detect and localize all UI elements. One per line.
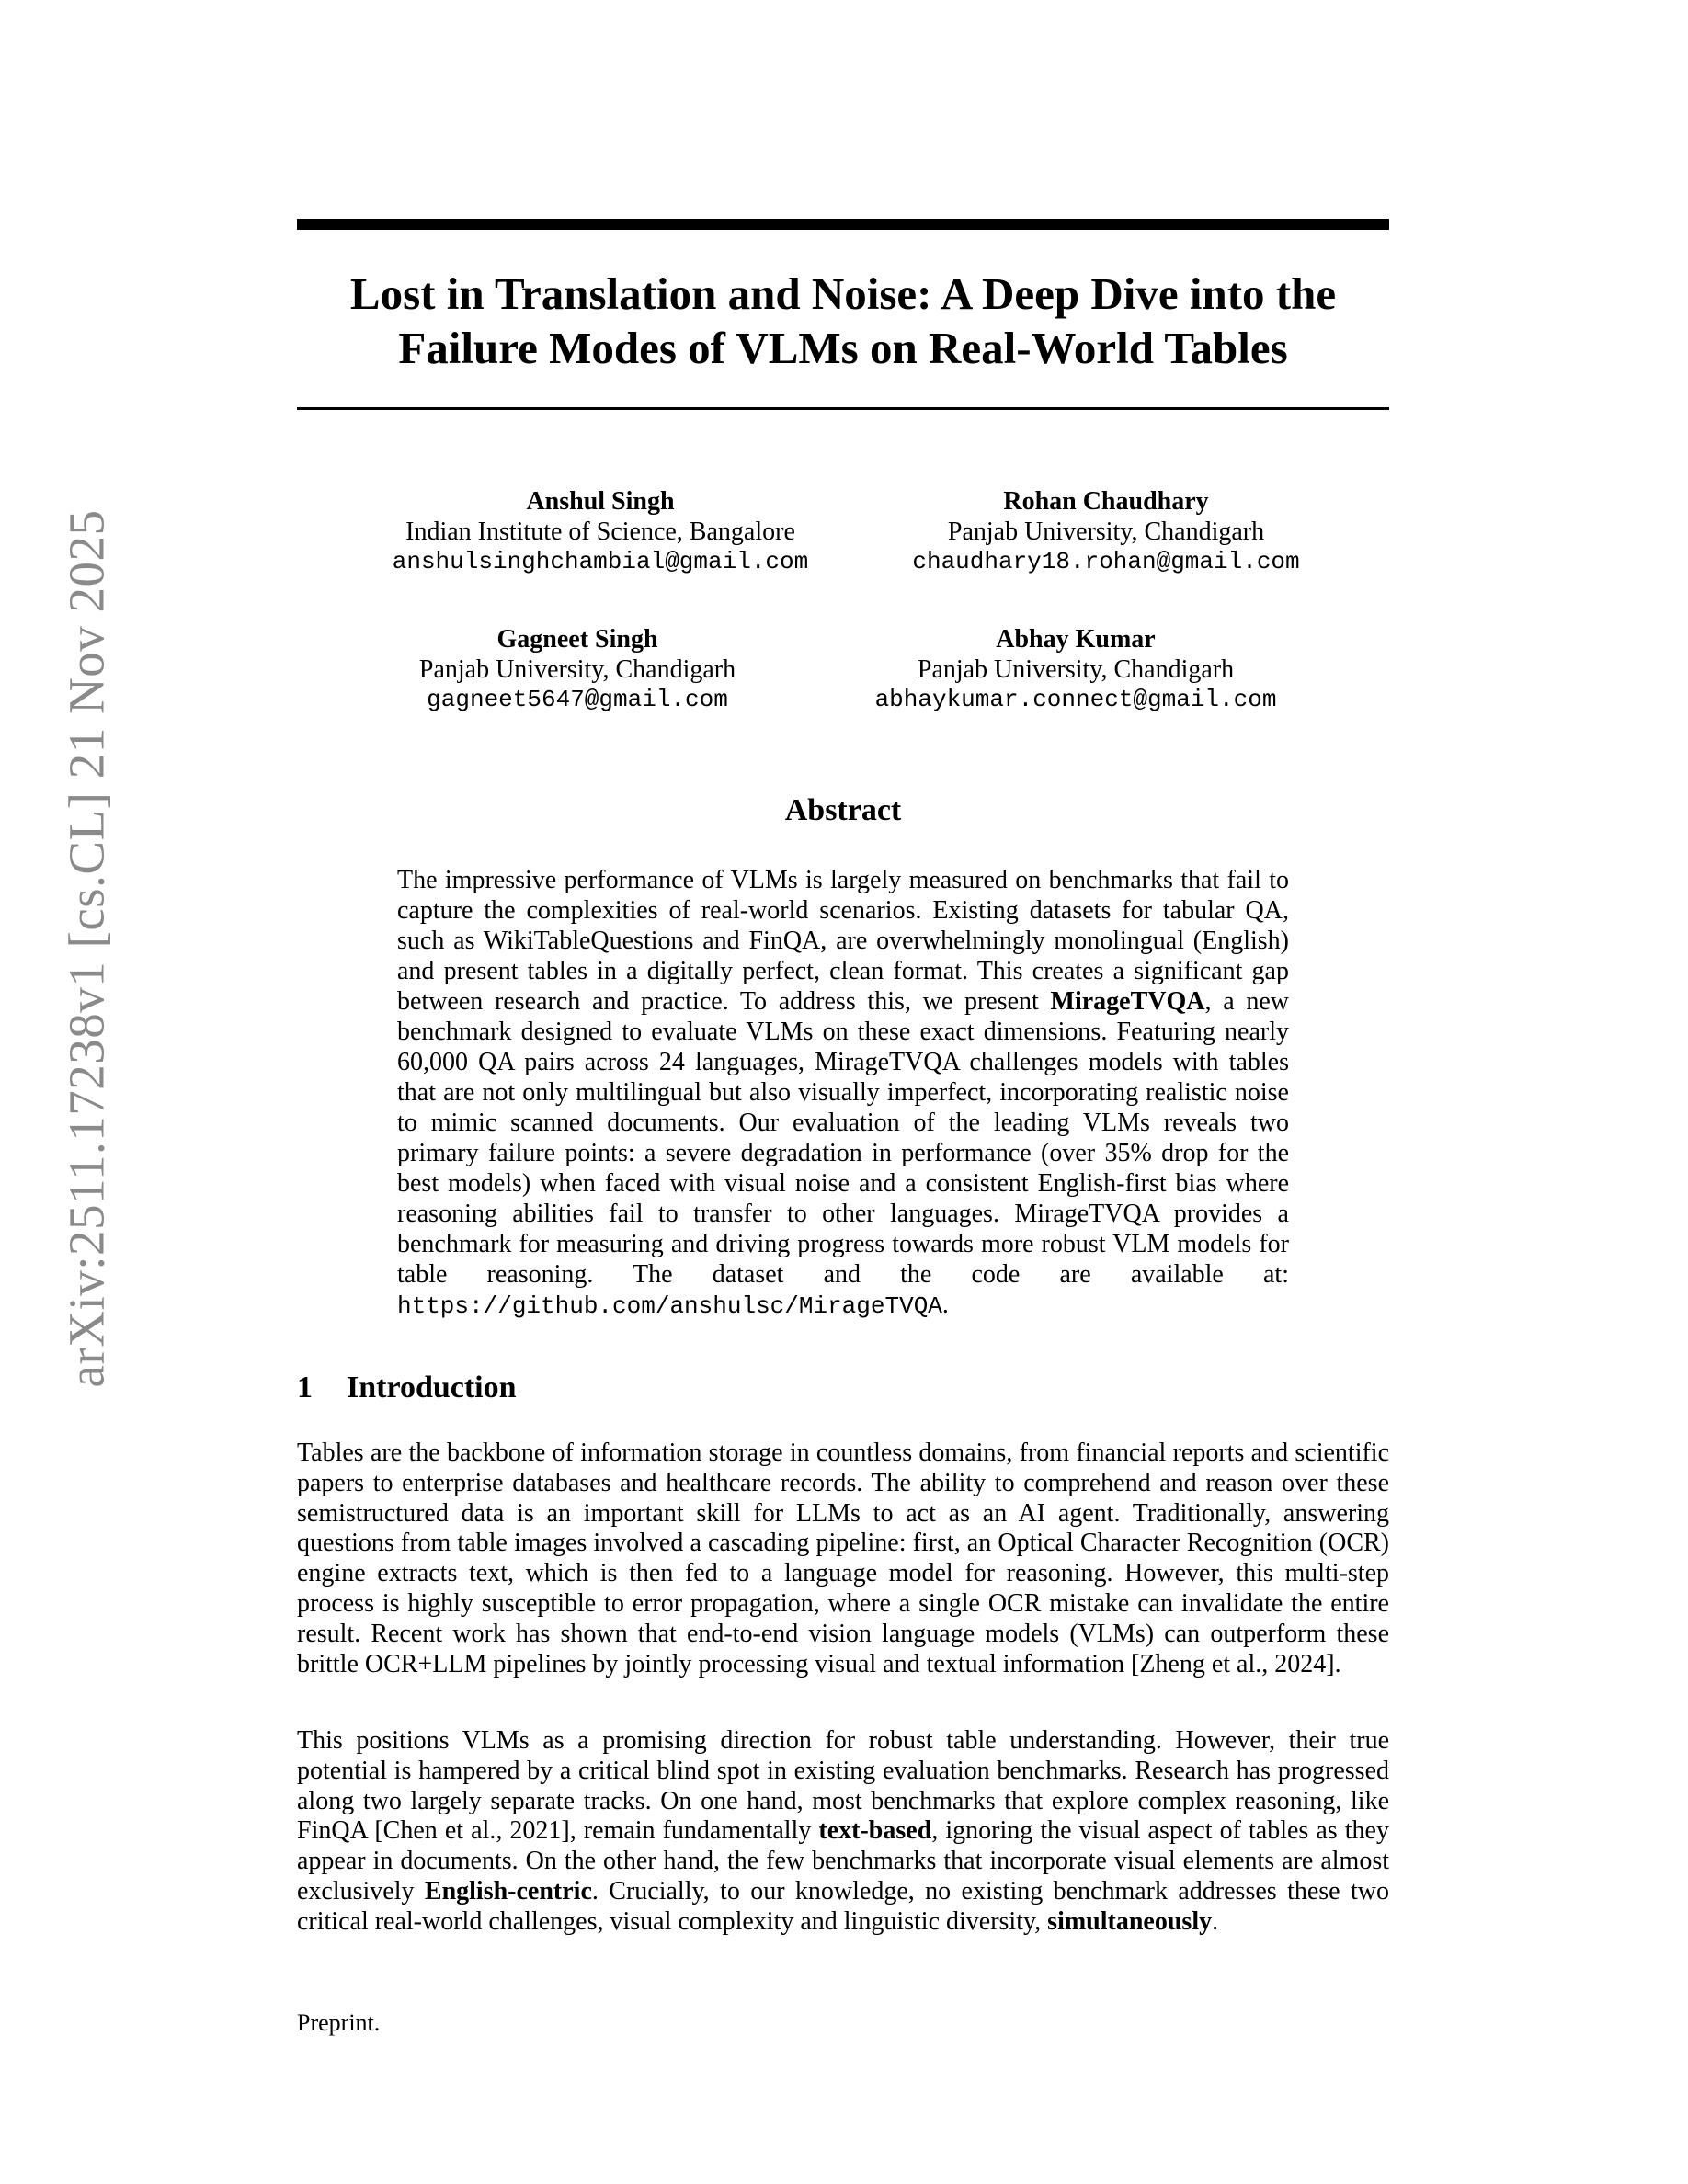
title-line-2: Failure Modes of VLMs on Real-World Tables bbox=[398, 323, 1288, 373]
author-block bbox=[818, 624, 1333, 715]
section-heading bbox=[297, 1370, 517, 1406]
author-affiliation: Panjab University, Chandigarh bbox=[917, 655, 1235, 684]
emphasis-text: text-based bbox=[818, 1816, 932, 1846]
author-name: Anshul Singh bbox=[526, 487, 675, 516]
benchmark-name: MirageTVQA bbox=[1050, 987, 1205, 1016]
abstract-text-part: The impressive performance of VLMs is largely measured on benchmarks that fail to capture the complexities of real-world scenarios. Existing datasets for tabular QA, such as WikiTableQuestions and FinQA, are overwhelmingly monolingual (English) and present tables in a digitally perfect, clean format. This creates a significant gap between research and practice. To address this, we present bbox=[397, 866, 1289, 1016]
preprint-footer: Preprint. bbox=[297, 2009, 381, 2036]
emphasis-text: English-centric bbox=[424, 1876, 592, 1905]
author-block bbox=[343, 486, 858, 577]
author-email: anshulsinghchambial@gmail.com bbox=[392, 548, 809, 575]
abstract-text bbox=[397, 865, 1289, 1322]
paragraph-text: This positions VLMs as a promising direction for robust table understanding. However, their true potential is hampered by a critical blind spot in existing evaluation benchmarks. Research has progressed along two largely separate tracks. On one hand, most benchmarks that explore complex reasoning, like FinQA [Chen et al., 2021], remain fundamentally bbox=[297, 1726, 1389, 1846]
intro-paragraph bbox=[297, 1726, 1389, 1938]
section-number: 1 bbox=[297, 1371, 313, 1405]
abstract-text-part: , a new benchmark designed to evaluate VLMs on these exact dimensions. Featuring nearly 60,000 QA pairs across 24 languages, MirageTVQA challenges models with tables that are not only multilingual but also visually imperfect, incorporating realistic noise to mimic scanned documents. Our evaluation of the leading VLMs reveals two primary failure points: a severe degradation in performance (over 35% drop for the best models) when faced with visual noise and a consistent English-first bias where reasoning abilities fail to transfer to other languages. MirageTVQA provides a benchmark for measuring and driving progress towards more robust VLM models for table reasoning. The dataset and the code are available at: bbox=[397, 987, 1289, 1289]
paragraph-text: , ignoring the visual aspect of tables as they appear in documents. On the other hand, the few benchmarks that incorporate visual elements are almost exclusively bbox=[297, 1816, 1389, 1905]
author-email: abhaykumar.connect@gmail.com bbox=[874, 686, 1277, 713]
paragraph-text: . bbox=[1212, 1906, 1219, 1936]
intro-paragraph: Tables are the backbone of information storage in countless domains, from financial reports and scientific papers to enterprise databases and healthcare records. The ability to comprehend and reason over these semistructured data is an important skill for LLMs to act as an AI agent. Traditionally, answering questions from table images involved a cascading pipeline: first, an Optical Character Recognition (OCR) engine extracts text, which is then fed to a language model for reasoning. However, this multi-step process is highly susceptible to error propagation, where a single OCR mistake can invalidate the entire result. Recent work has shown that end-to-end vision language models (VLMs) can outperform these brittle OCR+LLM pipelines by jointly processing visual and textual information [Zheng et al., 2024]. bbox=[297, 1439, 1389, 1678]
author-name: Rohan Chaudhary bbox=[1003, 487, 1209, 516]
repository-link[interactable]: https://github.com/anshulsc/MirageTVQA bbox=[397, 1292, 942, 1320]
abstract-text-part: . bbox=[941, 1291, 949, 1319]
author-name: Abhay Kumar bbox=[996, 625, 1156, 654]
author-email: gagneet5647@gmail.com bbox=[427, 686, 728, 713]
author-block bbox=[849, 486, 1363, 577]
section-title: Introduction bbox=[347, 1371, 517, 1405]
emphasis-text: simultaneously bbox=[1047, 1906, 1213, 1936]
title-bottom-rule bbox=[297, 407, 1389, 410]
author-email: chaudhary18.rohan@gmail.com bbox=[912, 548, 1300, 575]
author-name: Gagneet Singh bbox=[496, 625, 658, 654]
author-block bbox=[320, 624, 835, 715]
abstract-heading: Abstract bbox=[784, 793, 902, 827]
author-affiliation: Indian Institute of Science, Bangalore bbox=[405, 518, 795, 546]
arxiv-identifier-stamp: arXiv:2511.17238v1 [cs.CL] 21 Nov 2025 bbox=[58, 509, 115, 1388]
title-top-rule bbox=[297, 219, 1389, 230]
title-line-1: Lost in Translation and Noise: A Deep Dive into the bbox=[349, 268, 1337, 319]
paper-title bbox=[297, 267, 1389, 375]
author-affiliation: Panjab University, Chandigarh bbox=[947, 518, 1265, 546]
paragraph-text: . Crucially, to our knowledge, no existing benchmark addresses these two critical real-world challenges, visual complexity and linguistic diversity, bbox=[297, 1876, 1389, 1936]
author-affiliation: Panjab University, Chandigarh bbox=[418, 655, 736, 684]
